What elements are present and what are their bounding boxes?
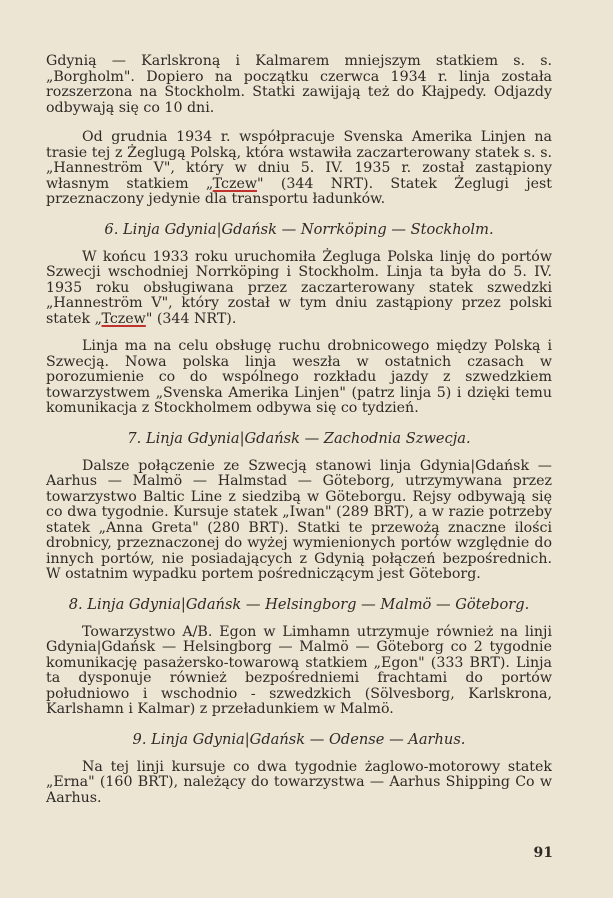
paragraph-egon: Towarzystwo A/B. Egon w Limhamn utrzymuje również na linji Gdynia|Gdańsk — Helsingborg — Malmö — Göteborg co 2 tygodnie komunikację pasażersko-towarową statkiem „Egon" (333 BRT). Linja ta dysponuje również bezpośredniemi frachtami do portów południowo i wschodnio - szwedzkich (Sölvesborg, Karlskrona, Karlshamn i Kalmar) z przeładunkiem w Malmö. [46,623,552,717]
paragraph-continued: Gdynią — Karlskroną i Kalmarem mniejszym statkiem s. s. „Borgholm". Dopiero na początku czerwca 1934 r. linja została rozszerzona na Stockholm. Statki zawijają też do Kłajpedy. Odjazdy odbywają się co 10 dni. [46,53,552,116]
ship-name-underlined: Tczew [212,175,257,192]
ship-name-underlined: Tczew [101,310,146,327]
paragraph-text: W końcu 1933 roku uruchomiła Żegluga Polska linję do portów Szwecji wschodniej Norrköping i Stockholm. Linja ta była do 5. IV. 1935 roku obsługiwana przez zaczarterowany statek szwedzki „Hanneström V", który został w tym dniu zastąpiony przez polski statek „ [46,248,552,327]
paragraph-svenska-amerika [46,130,552,208]
page-number: 91 [533,845,553,861]
page-body [46,54,552,806]
paragraph-text: " (344 NRT). Statek Żeglugi jest przeznaczony jedynie dla transportu ładunków. [46,175,552,207]
section-heading-9: 9. Linja Gdynia|Gdańsk — Odense — Aarhus. [132,730,466,748]
section-heading-6: 6. Linja Gdynia|Gdańsk — Norrköping — Stockholm. [104,220,494,238]
paragraph-norrkoping [46,250,552,328]
paragraph-line-purpose: Linja ma na celu obsługę ruchu drobnicowego między Polską i Szwecją. Nowa polska linja weszła w ostatnich czasach w porozumienie co do wspólnego rozkładu jazdy z szwedzkiem towarzystwem „Svenska Amerika Linjen" (patrz linja 5) i dzięki temu komunikacja z Stockholmem odbywa się co tydzień. [46,338,552,416]
section-heading-7: 7. Linja Gdynia|Gdańsk — Zachodnia Szwecja. [127,429,471,447]
paragraph-text: Od grudnia 1934 r. współpracuje Svenska Amerika Linjen na trasie tej z Żeglugą Polską, która wstawiła zaczarterowany statek s. s. „Hanneström V", który w dniu 5. IV. 1935 r. został zastąpiony własnym statkiem „ [46,129,552,192]
paragraph-erna: Na tej linji kursuje co dwa tygodnie żaglowo-motorowy statek „Erna" (160 BRT), należący do towarzystwa — Aarhus Shipping Co w Aarhus. [46,758,552,806]
section-heading-8: 8. Linja Gdynia|Gdańsk — Helsingborg — Malmö — Göteborg. [68,595,530,613]
paragraph-text: " (344 NRT). [145,310,237,327]
paragraph-baltic-line: Dalsze połączenie ze Szwecją stanowi linja Gdynia|Gdańsk — Aarhus — Malmö — Halmstad — Göteborg, utrzymywana przez towarzystwo Baltic Line z siedzibą w Göteborgu. Rejsy odbywają się co dwa tygodnie. Kursuje statek „Iwan" (289 BRT), a w razie potrzeby statek „Anna Greta" (280 BRT). Statki te przewożą znaczne ilości drobnicy, przeznaczonej do wyżej wymienionych portów względnie do innych portów, nie posiadających z Gdynią połączeń bezpośrednich. W ostatnim wypadku portem pośredniczącym jest Göteborg. [46,457,552,582]
